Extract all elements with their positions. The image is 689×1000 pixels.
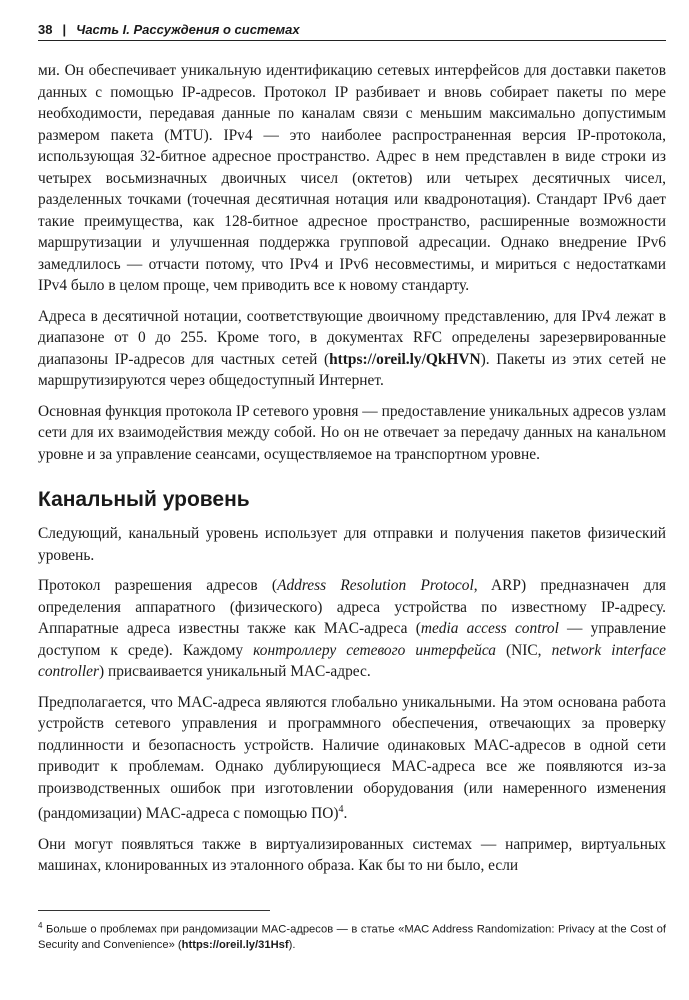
footnote-text: Больше о проблемах при рандомизации MAC-адресов — в статье «MAC Address Randomization: Privacy at the Cost of Security and Convenience» ( (38, 923, 666, 951)
text-segment: Протокол разрешения адресов ( (38, 577, 278, 594)
text-segment: . (343, 805, 348, 823)
header-separator: | (62, 22, 67, 37)
page-body (38, 60, 666, 886)
text-segment: ). Пакеты из этих сетей не маршрутизируются через общедоступный Интернет. (38, 350, 666, 389)
text-segment: — управление доступом к среде). Каждому (38, 620, 666, 659)
term-italic: media access control (420, 620, 559, 637)
rfc-link[interactable]: https://oreil.ly/QkHVN (329, 350, 481, 368)
text-segment: (NIC, (495, 641, 552, 659)
footnote-link[interactable]: https://oreil.ly/31Hsf (181, 938, 289, 951)
section-heading: Канальный уровень (38, 488, 250, 511)
text-segment: ) присваивается уникальный MAC-адрес. (98, 663, 371, 680)
paragraph-mac-uniqueness (38, 692, 666, 825)
page-number: 38 (38, 22, 53, 37)
term-italic: Address Resolution Protocol (277, 577, 474, 594)
running-header (38, 22, 666, 41)
text-segment: Адреса в десятичной нотации, соответствующие двоичному представлению, для IPv4 лежат в диапазоне от 0 до 255. Кроме того, в документах RFC определены зарезервированные диапазоны IP-адресов для частных сетей ( (38, 307, 666, 368)
footnote-ref[interactable]: 4 (338, 804, 344, 815)
term-italic: network interface controller (38, 641, 666, 680)
paragraph-arp (38, 575, 666, 683)
footnote (38, 918, 666, 953)
paragraph-decimal-notation (38, 306, 666, 392)
paragraph-virtualized: Они могут появляться также в виртуализированных системах — например, виртуальных машинах, клонированных из эталонного образа. Как бы то ни было, если (38, 835, 666, 875)
paragraph-ip-protocol: ми. Он обеспечивает уникальную идентификацию сетевых интерфейсов для доставки пакетов данных с помощью IP-адресов. Протокол IP разбивает и вновь собирает пакеты по мере необходимости, передавая данные по каналам связи с меньшим максимально допустимым размером пакета (MTU). IPv4 — это наиболее распространенная версия IP-протокола, использующая 32-битное адресное пространство. Адрес в нем представлен в виде строки из четырех восьмизначных двоичных чисел (октетов) или четырех десятичных чисел, разделенных точками (точечная десятичная нотация или квадронотация). Стандарт IPv6 дает такие преимущества, как 128-битное адресное пространство, расширенные возможности маршрутизации и улучшенная поддержка групповой адресации. Однако внедрение IPv6 замедлилось — отчасти потому, что IPv4 и IPv6 несовместимы, и мириться с недостатками IPv4 было в целом проще, чем приводить все к новому стандарту. (38, 62, 666, 294)
text-segment: Предполагается, что MAC-адреса являются глобально уникальными. На этом основана работа устройств сетевого управления и программного обеспечения, отвечающих за проверку подлинности и безопасность устройств. Наличие одинаковых MAC-адресов в одной сети приводит к проблемам. Однако дублирующиеся MAC-адреса все же появляются из-за производственных ошибок при изготовлении оборудования (или намеренного изменения (рандомизации) MAC-адреса с помощью ПО) (38, 693, 666, 823)
paragraph-network-layer-function: Основная функция протокола IP сетевого уровня — предоставление уникальных адресов узлам сети для их взаимодействия между собой. Но он не отвечает за передачу данных на канальном уровне и за управление сеансами, осуществляемое на транспортном уровне. (38, 402, 666, 463)
footnote-number: 4 (38, 921, 43, 930)
footnote-end: ). (288, 938, 296, 951)
text-segment: , ARP) предназначен для определения аппаратного (физического) адреса устройства по известному IP-адресу. Аппаратные адреса известны также как MAC-адреса ( (38, 577, 667, 637)
term-italic: контроллеру сетевого интерфейса (253, 641, 496, 659)
footnote-divider (38, 910, 270, 911)
paragraph-link-layer-intro: Следующий, канальный уровень использует для отправки и получения пакетов физический уровень. (38, 525, 666, 564)
chapter-title: Часть I. Рассуждения о системах (76, 22, 300, 37)
